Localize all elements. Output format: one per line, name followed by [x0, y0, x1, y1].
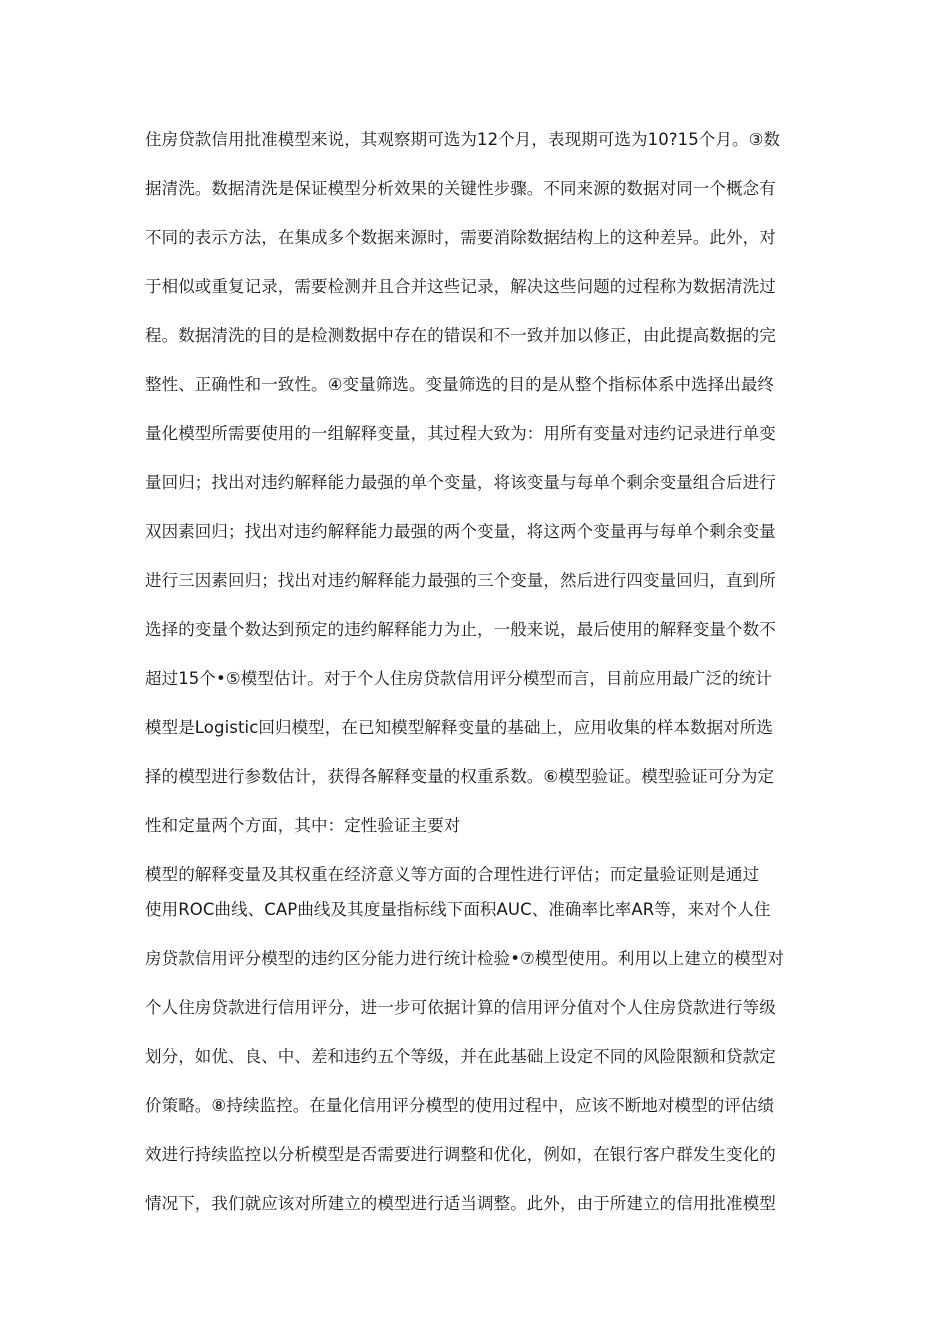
text-line: 量化模型所需要使用的一组解释变量，其过程大致为：用所有变量对违约记录进行单变	[145, 424, 776, 443]
text-line: 进行三因素回归；找出对违约解释能力最强的三个变量，然后进行四变量回归，直到所	[145, 571, 776, 590]
text-line: 双因素回归；找出对违约解释能力最强的两个变量，将这两个变量再与每单个剩余变量	[145, 522, 776, 541]
text-line: 量回归；找出对违约解释能力最强的单个变量，将该变量与每单个剩余变量组合后进行	[145, 473, 776, 492]
text-line: 模型是Logistic回归模型，在已知模型解释变量的基础上，应用收集的样本数据对所选	[145, 718, 773, 737]
text-line: 性和定量两个方面，其中：定性验证主要对	[145, 816, 461, 835]
text-line: 效进行持续监控以分析模型是否需要进行调整和优化，例如，在银行客户群发生变化的	[145, 1145, 776, 1164]
text-line: 划分，如优、良、中、差和违约五个等级，并在此基础上设定不同的风险限额和贷款定	[145, 1047, 776, 1066]
text-line: 住房贷款信用批准模型来说，其观察期可选为12个月，表现期可选为10?15个月。③数	[145, 130, 781, 149]
text-line: 个人住房贷款进行信用评分，进一步可依据计算的信用评分值对个人住房贷款进行等级	[145, 998, 776, 1017]
text-line: 据清洗。数据清洗是保证模型分析效果的关键性步骤。不同来源的数据对同一个概念有	[145, 179, 776, 198]
text-line: 选择的变量个数达到预定的违约解释能力为止，一般来说，最后使用的解释变量个数不	[145, 620, 776, 639]
text-line: 模型的解释变量及其权重在经济意义等方面的合理性进行评估；而定量验证则是通过	[145, 865, 760, 884]
text-line: 于相似或重复记录，需要检测并且合并这些记录，解决这些问题的过程称为数据清洗过	[145, 277, 776, 296]
text-line: 择的模型进行参数估计，获得各解释变量的权重系数。⑥模型验证。模型验证可分为定	[145, 767, 775, 786]
text-line: 房贷款信用评分模型的违约区分能力进行统计检验•⑦模型使用。利用以上建立的模型对	[145, 949, 784, 968]
text-line: 价策略。⑧持续监控。在量化信用评分模型的使用过程中，应该不断地对模型的评估绩	[145, 1096, 775, 1115]
text-line: 整性、正确性和一致性。④变量筛选。变量筛选的目的是从整个指标体系中选择出最终	[145, 375, 775, 394]
text-line: 程。数据清洗的目的是检测数据中存在的错误和不一致并加以修正，由此提高数据的完	[145, 326, 776, 345]
text-line: 使用ROC曲线、CAP曲线及其度量指标线下面积AUC、准确率比率AR等，来对个人住	[145, 900, 771, 919]
text-line: 不同的表示方法，在集成多个数据来源时，需要消除数据结构上的这种差异。此外，对	[145, 228, 776, 247]
text-line: 情况下，我们就应该对所建立的模型进行适当调整。此外，由于所建立的信用批准模型	[145, 1194, 776, 1213]
text-line: 超过15个•⑤模型估计。对于个人住房贷款信用评分模型而言，目前应用最广泛的统计	[145, 669, 772, 688]
